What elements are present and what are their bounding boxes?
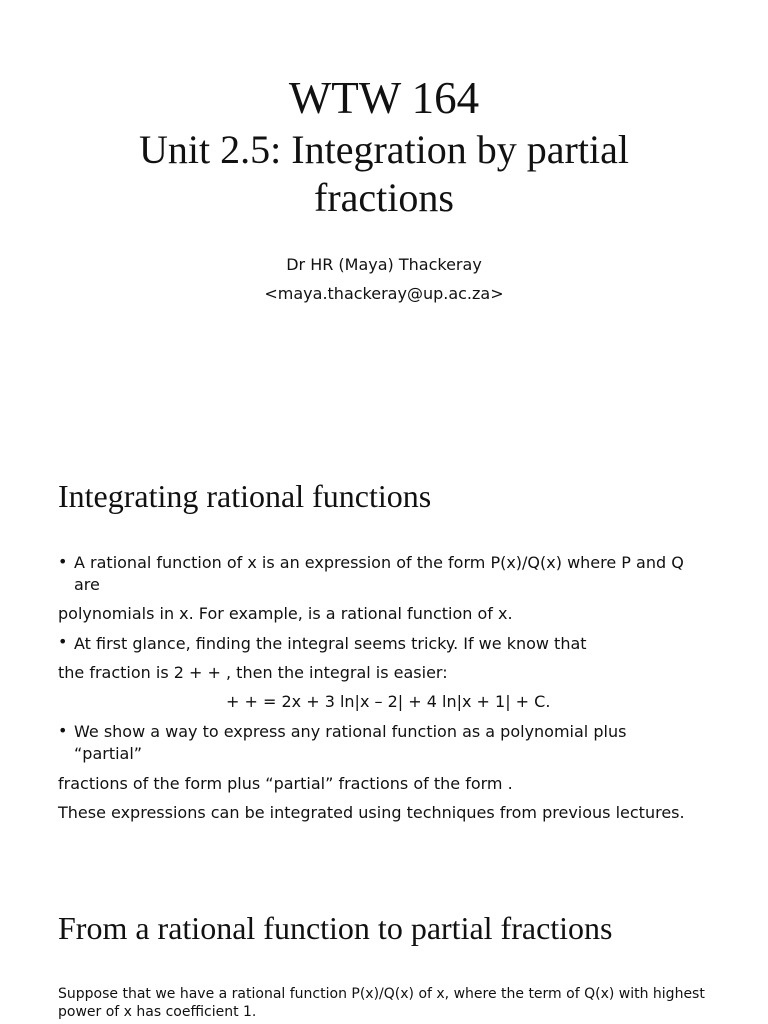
integral-equation: + + = 2x + 3 ln|x – 2| + 4 ln|x + 1| + C. — [226, 692, 551, 711]
bullet-3-text-line-1: We show a way to express any rational function as a polynomial plus — [74, 722, 627, 741]
bullet-1-text-line-1: A rational function of x is an expression of the form P(x)/Q(x) where P and Q — [74, 553, 684, 572]
course-code: WTW 164 — [288, 73, 480, 123]
bullet-3: • — [58, 721, 68, 740]
paragraph-fraction: the fraction is 2 + + , then the integral is easier: — [58, 663, 448, 682]
paragraph-techniques: These expressions can be integrated using techniques from previous lectures. — [58, 803, 685, 822]
title-block — [0, 72, 768, 220]
section-title-rational-functions: Integrating rational functions — [58, 478, 432, 514]
author-name: Dr HR (Maya) Thackeray — [286, 255, 482, 274]
bullet-1: • — [58, 552, 68, 571]
paragraph-partial-fractions: fractions of the form plus “partial” fractions of the form . — [58, 774, 513, 793]
paragraph-example: polynomials in x. For example, is a rational function of x. — [58, 604, 513, 623]
slide3-text-line-2: power of x has coefficient 1. — [58, 1004, 257, 1020]
slide3-text-line-1: Suppose that we have a rational function P(x)/Q(x) of x, where the term of Q(x) with highest — [58, 986, 705, 1002]
author-email: <maya.thackeray@up.ac.za> — [264, 284, 504, 303]
unit-title-line-2: fractions — [314, 175, 454, 220]
bullet-1-text-line-2: are — [74, 575, 100, 594]
section-title-partial-fractions: From a rational function to partial fractions — [58, 910, 613, 946]
unit-title-line-1: Unit 2.5: Integration by partial — [139, 127, 629, 172]
bullet-2-text: At first glance, finding the integral seems tricky. If we know that — [74, 634, 587, 653]
bullet-3-text-line-2: “partial” — [74, 744, 143, 763]
bullet-2: • — [58, 632, 68, 651]
